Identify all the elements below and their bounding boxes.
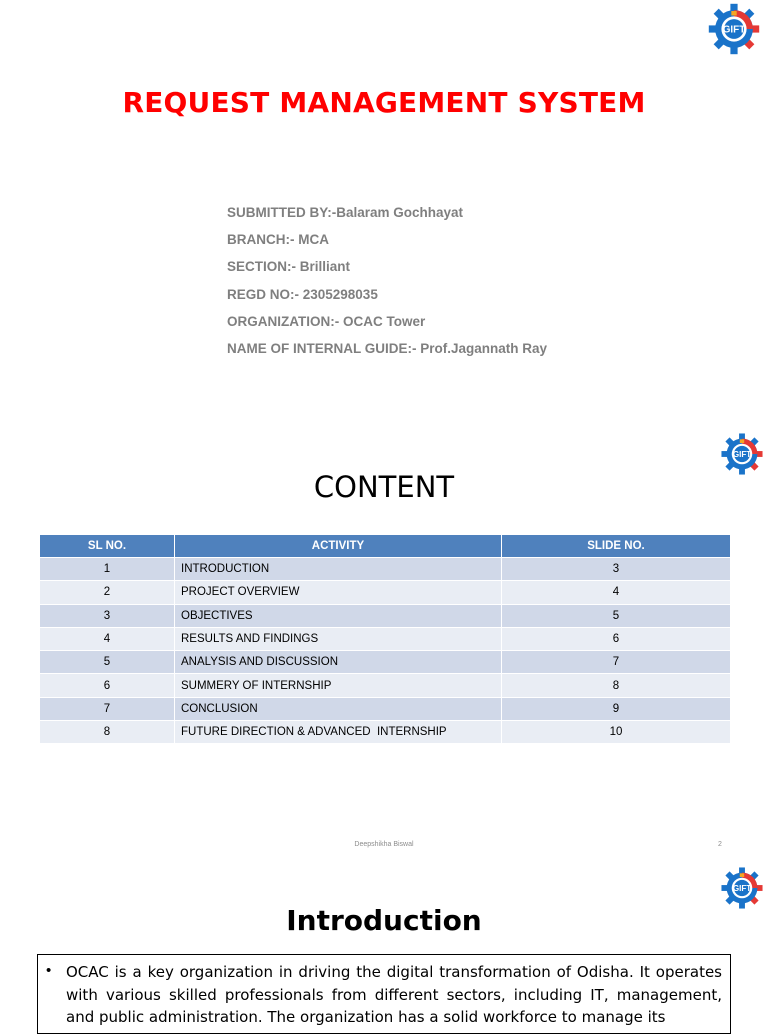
cell-sl-no: 3: [40, 604, 175, 627]
cell-slide-no: 4: [502, 581, 731, 604]
cell-slide-no: 9: [502, 697, 731, 720]
cell-sl-no: 4: [40, 627, 175, 650]
cell-sl-no: 5: [40, 651, 175, 674]
cell-sl-no: 8: [40, 721, 175, 744]
gift-logo-icon: [707, 2, 761, 56]
header-slide-no: SLIDE NO.: [502, 535, 731, 558]
cell-activity: PROJECT OVERVIEW: [175, 581, 502, 604]
slide-title: [0, 0, 768, 410]
introduction-paragraph: OCAC is a key organization in driving the digital transformation of Odisha. It operates with various skilled professionals from different sectors, including IT, management, and public administration. The organization has a solid workforce to manage its: [66, 963, 722, 1026]
content-heading: CONTENT: [313, 470, 455, 504]
header-sl-no: SL NO.: [40, 535, 175, 558]
cell-activity: FUTURE DIRECTION & ADVANCED INTERNSHIP: [175, 721, 502, 744]
cell-activity: INTRODUCTION: [175, 558, 502, 581]
table-row: [40, 581, 731, 604]
info-section: SECTION:- Brilliant: [227, 259, 351, 275]
table-row: [40, 558, 731, 581]
introduction-box: [37, 954, 731, 1034]
table-row: [40, 721, 731, 744]
table-row: [40, 697, 731, 720]
cell-sl-no: 6: [40, 674, 175, 697]
content-table: [39, 534, 731, 744]
table-row: [40, 627, 731, 650]
footer-author: Deepshikha Biswal: [354, 841, 414, 848]
info-organization: ORGANIZATION:- OCAC Tower: [227, 313, 426, 329]
gift-logo-svg: [707, 2, 761, 56]
cell-sl-no: 7: [40, 697, 175, 720]
cell-activity: OBJECTIVES: [175, 604, 502, 627]
table-row: [40, 651, 731, 674]
cell-slide-no: 3: [502, 558, 731, 581]
submission-info: [227, 203, 547, 366]
slide-separator: [0, 410, 768, 418]
table-header-row: [40, 535, 731, 558]
cell-activity: ANALYSIS AND DISCUSSION: [175, 651, 502, 674]
svg-text:GIFT: GIFT: [722, 24, 746, 36]
svg-text:GIFT: GIFT: [732, 449, 752, 459]
svg-text:GIFT: GIFT: [732, 883, 752, 893]
slide-title-heading: REQUEST MANAGEMENT SYSTEM: [122, 86, 646, 119]
table-row: [40, 604, 731, 627]
cell-slide-no: 6: [502, 627, 731, 650]
cell-slide-no: 7: [502, 651, 731, 674]
introduction-heading: Introduction: [286, 904, 482, 937]
cell-activity: CONCLUSION: [175, 697, 502, 720]
footer-page-number: 2: [718, 841, 722, 848]
info-submitted-by: SUBMITTED BY:-Balaram Gochhayat: [227, 205, 464, 220]
header-activity: ACTIVITY: [175, 535, 502, 558]
cell-slide-no: 10: [502, 721, 731, 744]
cell-activity: RESULTS AND FINDINGS: [175, 627, 502, 650]
cell-sl-no: 2: [40, 581, 175, 604]
cell-slide-no: 5: [502, 604, 731, 627]
cell-activity: SUMMERY OF INTERNSHIP: [175, 674, 502, 697]
info-internal-guide: NAME OF INTERNAL GUIDE:- Prof.Jagannath Ray: [227, 340, 548, 356]
info-regd-no: REGD NO:- 2305298035: [227, 286, 378, 302]
cell-slide-no: 8: [502, 674, 731, 697]
bullet-marker: •: [46, 962, 52, 979]
cell-sl-no: 1: [40, 558, 175, 581]
table-row: [40, 674, 731, 697]
info-branch: BRANCH:- MCA: [227, 232, 329, 248]
